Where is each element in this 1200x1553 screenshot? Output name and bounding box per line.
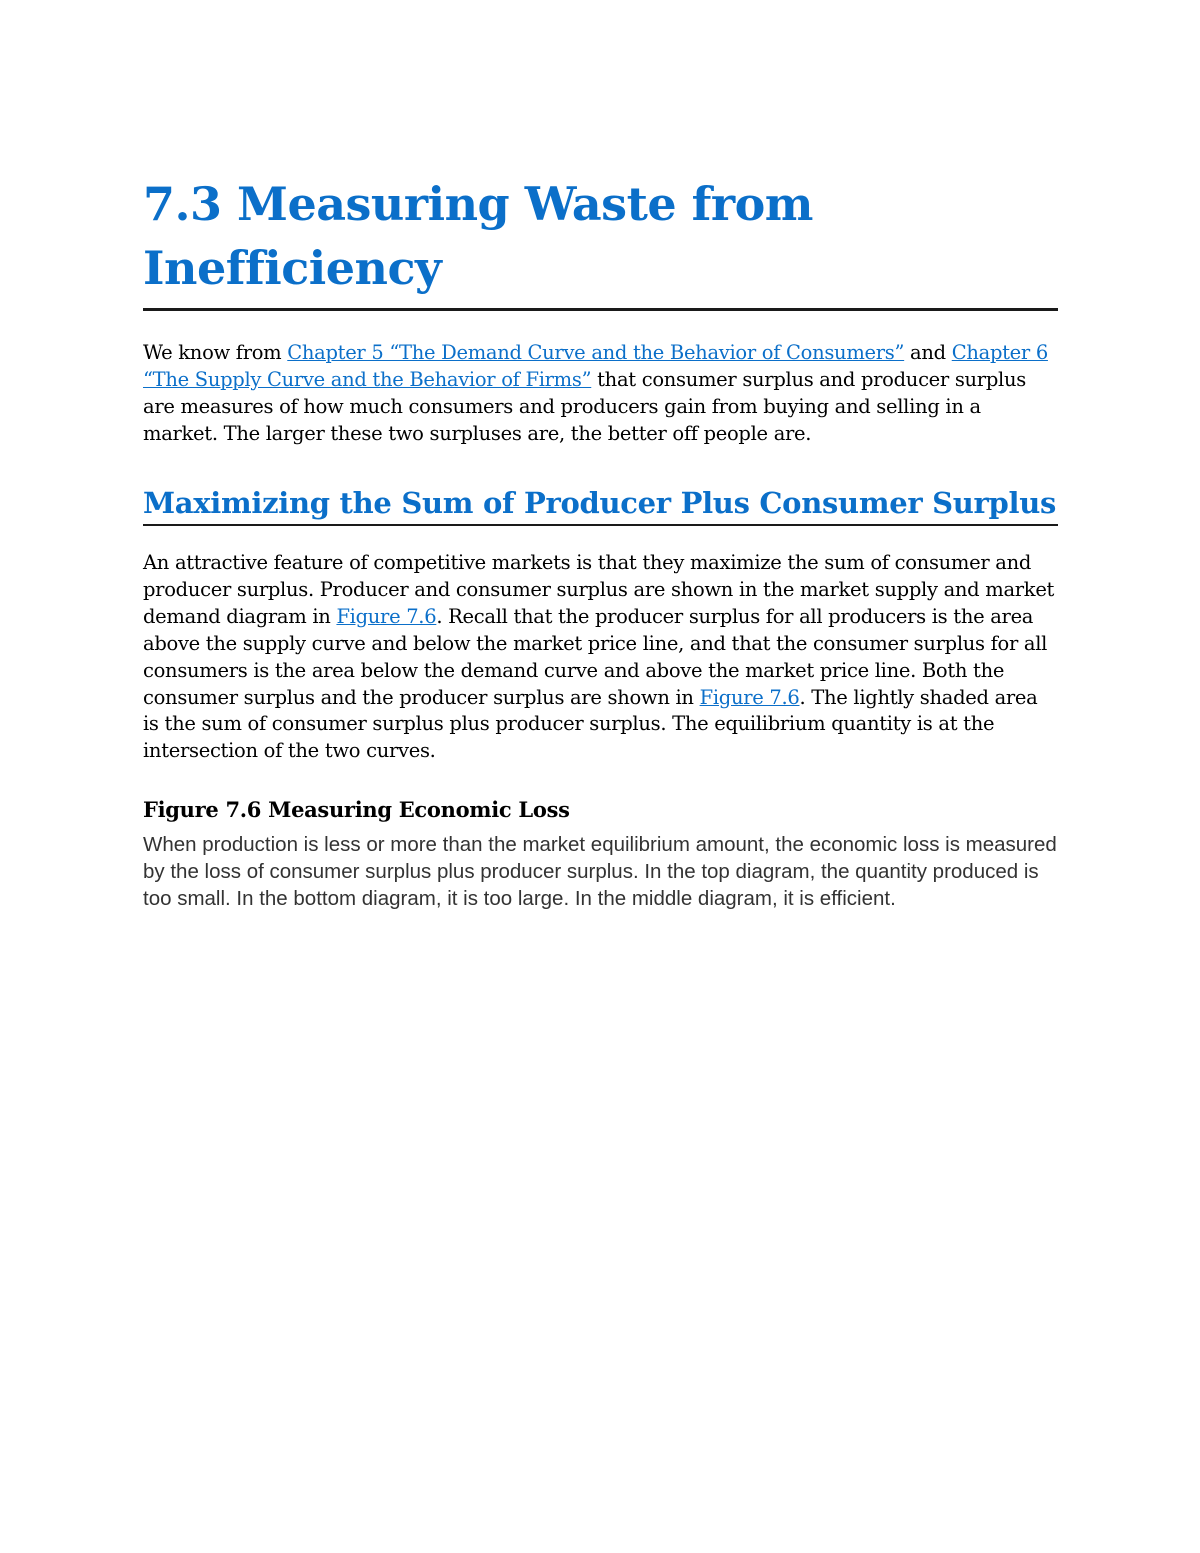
section-text-2: . Recall that the producer surplus for all producers is the area above the supply curve and below the market price line, and that the consumer surplus for all consumers is the area below the demand curve and above the market price line. Both the consumer surplus and the producer surplus are shown in: [143, 604, 1048, 709]
chapter-6-link[interactable]: Chapter 6 “The Supply Curve and the Behavior of Firms”: [143, 341, 1048, 391]
figure-7-6-link-2[interactable]: Figure 7.6: [699, 685, 800, 709]
intro-text-1: We know from: [143, 341, 288, 364]
intro-text-2: and: [904, 341, 952, 364]
figure-title: Figure 7.6 Measuring Economic Loss: [143, 797, 570, 823]
figure-7-6-link-1[interactable]: Figure 7.6: [336, 604, 437, 628]
section-text-3: . The lightly shaded area is the sum of consumer surplus plus producer surplus. The equilibrium quantity is at the intersection of the two curves.: [143, 685, 1038, 763]
chapter-5-link[interactable]: Chapter 5 “The Demand Curve and the Behavior of Consumers”: [287, 341, 905, 364]
chapter-title: 7.3 Measuring Waste from Inefficiency: [143, 172, 1058, 311]
section-paragraph: [143, 550, 1058, 765]
document-page: [143, 172, 1058, 912]
section-heading: Maximizing the Sum of Producer Plus Consumer Surplus: [143, 483, 1058, 526]
section-text-1: An attractive feature of competitive markets is that they maximize the sum of consumer and producer surplus. Producer and consumer surplus are shown in the market supply and market demand diagram in: [143, 551, 1055, 628]
intro-paragraph: [143, 339, 1058, 447]
figure-caption: When production is less or more than the market equilibrium amount, the economic loss is measured by the loss of consumer surplus plus producer surplus. In the top diagram, the quantity produced is too small. In the bottom diagram, it is too large. In the middle diagram, it is efficient.: [143, 833, 1057, 911]
intro-text-3: that consumer surplus and producer surplus are measures of how much consumers and producers gain from buying and selling in a market. The larger these two surpluses are, the better off people are.: [143, 368, 1026, 445]
